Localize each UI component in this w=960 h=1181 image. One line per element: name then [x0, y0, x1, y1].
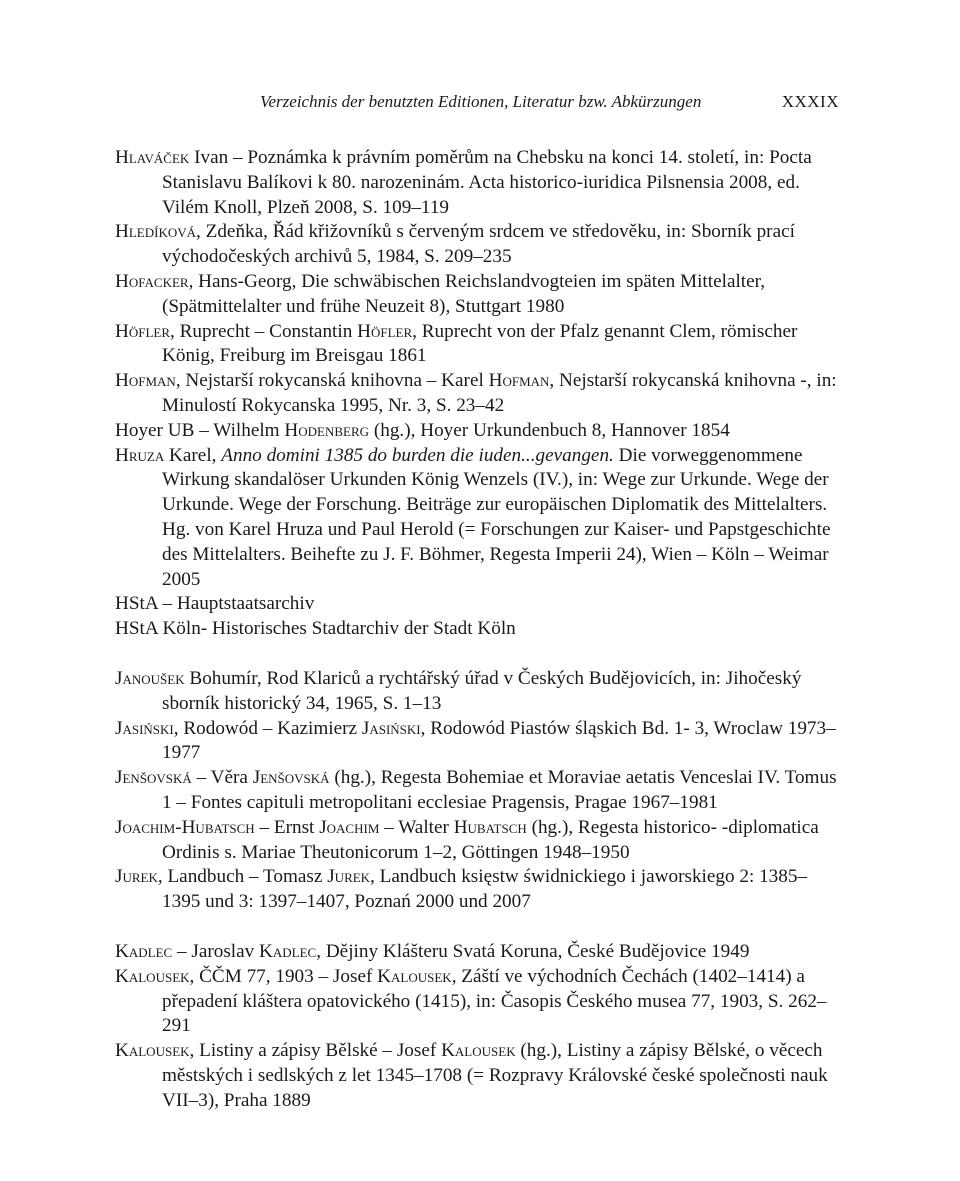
entry-text: , Nejstarší rokycanská knihovna -, in: Minulostí Rokycanska 1995, Nr. 3, S. 23–42: [162, 370, 837, 416]
entry-text: (hg.), Hoyer Urkundenbuch 8, Hannover 1854: [369, 419, 730, 441]
page-number: XXXIX: [781, 92, 839, 111]
entry-text: Die vorweggenommene Wirkung skandalöser Urkunden König Wenzels (IV.), in: Wege zur Urkunde. Wege der Urkunde. Wege der Forschung. Beiträge zur europäischen Diplomatik des Mittelalters. Hg. von Karel Hruza und Paul Herold (= Forschungen zur Kaiser- und Papstgeschichte des Mittelalters. Beihefte zu J. F. Böhmer, Regesta Imperii 24), Wien – Köln – Weimar 2005: [162, 444, 831, 590]
author-name: Jasiński: [115, 717, 174, 739]
entry-text: – Ernst: [254, 816, 320, 838]
author-name: Jurek: [327, 866, 371, 888]
bibliography-entry: [115, 369, 839, 419]
entry-text: – Walter: [379, 816, 454, 838]
author-name: Hruza: [115, 444, 165, 466]
bibliography-entry: [115, 1039, 839, 1113]
bibliography-entry: [115, 146, 839, 220]
bibliography-entry: [115, 444, 839, 593]
author-name: Hofacker: [115, 270, 189, 292]
entry-text: (hg.), Listiny a zápisy Bělské, o věcech městských i sedlských z let 1345–1708 (= Rozpravy Královské české společnosti nauk VII–3), Praha 1889: [162, 1040, 828, 1111]
bibliography-list: [115, 146, 839, 1113]
entry-text: HStA Köln- Historisches Stadtarchiv der Stadt Köln: [115, 618, 516, 640]
author-name: Hofman: [115, 370, 176, 392]
entry-text: Bohumír, Rod Klariců a rychtářský úřad v Českých Budějovicích, in: Jihočeský sborník historický 34, 1965, S. 1–13: [162, 667, 802, 714]
entry-text: , Nejstarší rokycanská knihovna – Karel: [175, 370, 489, 392]
bibliography-entry: [115, 667, 839, 717]
bibliography-entry: [115, 617, 839, 642]
bibliography-entry: [115, 816, 839, 866]
entry-text: , Listiny a zápisy Bělské – Josef: [189, 1040, 442, 1062]
author-name: Kalousek: [115, 965, 190, 987]
author-name: Hubatsch: [453, 816, 527, 838]
author-name: Hlaváček: [115, 147, 190, 168]
author-name: Joachim: [319, 816, 380, 838]
section-gap: [115, 915, 839, 940]
author-name: Kadlec: [259, 940, 317, 962]
entry-text: , Dějiny Klášteru Svatá Koruna, České Budějovice 1949: [316, 940, 750, 962]
author-name: Kalousek: [377, 965, 452, 987]
entry-text: , ČČM 77, 1903 – Josef: [189, 965, 378, 987]
entry-text: (hg.), Regesta historico- -diplomatica Ordinis s. Mariae Theutonicorum 1–2, Göttingen 1948–1950: [162, 816, 819, 863]
bibliography-entry: [115, 592, 839, 617]
entry-text: , Ruprecht von der Pfalz genannt Clem, römischer König, Freiburg im Breisgau 1861: [162, 320, 798, 367]
entry-text: , Landbuch – Tomasz: [157, 866, 328, 888]
section-gap: [115, 642, 839, 667]
bibliography-entry: [115, 865, 839, 915]
bibliography-entry: [115, 717, 839, 767]
bibliography-entry: [115, 965, 839, 1039]
entry-text: , Záští ve východních Čechách (1402–1414) a přepadení kláštera opatovického (1415), in: Časopis Českého musea 77, 1903, S. 262–291: [162, 965, 827, 1037]
entry-text: HStA – Hauptstaatsarchiv: [115, 593, 315, 615]
author-name: Kalousek: [441, 1040, 516, 1062]
page-header: [115, 92, 839, 118]
entry-text: Ivan – Poznámka k právním poměrům na Chebsku na konci 14. století, in: Pocta Stanislavu Balíkovi k 80. narozeninám. Acta historico-iuridica Pilsnensia 2008, ed. Vilém Knoll, Plzeň 2008, S. 109–119: [162, 147, 812, 218]
author-name: Kalousek: [115, 1040, 190, 1062]
entry-text: , Rodowód Piastów śląskich Bd. 1- 3, Wroclaw 1973–1977: [162, 717, 836, 764]
author-name: Jenšovská: [252, 767, 330, 789]
author-name: Hofman: [488, 370, 550, 392]
entry-text: , Rodowód – Kazimierz: [173, 717, 362, 739]
entry-text: , Landbuch księstw świdnickiego i jaworskiego 2: 1385–1395 und 3: 1397–1407, Poznań 2000 und 2007: [162, 866, 808, 913]
entry-text: Karel,: [164, 444, 222, 466]
bibliography-entry: [115, 320, 839, 370]
entry-text: – Jaroslav: [172, 940, 260, 962]
author-name: Janoušek: [115, 667, 185, 689]
entry-text: , Hans-Georg, Die schwäbischen Reichslandvogteien im späten Mittelalter, (Spätmittelalter und frühe Neuzeit 8), Stuttgart 1980: [162, 270, 766, 317]
bibliography-entry: [115, 419, 839, 444]
entry-text: Hoyer UB – Wilhelm: [115, 419, 285, 441]
italic-title: Anno domini 1385 do burden die iuden...gevangen.: [221, 444, 614, 466]
author-name: Höfler: [115, 320, 171, 342]
entry-text: , Zdeňka, Řád křižovníků s červeným srdcem ve středověku, in: Sborník prací východočeských archivů 5, 1984, S. 209–235: [162, 221, 795, 268]
bibliography-entry: [115, 220, 839, 270]
entry-text: (hg.), Regesta Bohemiae et Moraviae aetatis Venceslai IV. Tomus 1 – Fontes capituli metropolitani ecclesiae Pragensis, Pragae 1967–1981: [162, 767, 837, 813]
entry-text: – Věra: [191, 767, 253, 789]
author-name: Kadlec: [115, 940, 173, 962]
bibliography-entry: [115, 270, 839, 320]
author-name: Jenšovská: [115, 767, 192, 789]
bibliography-entry: [115, 766, 839, 816]
bibliography-entry: [115, 940, 839, 965]
author-name: Jasiński: [361, 717, 421, 739]
author-name: Höfler: [357, 320, 413, 342]
author-name: Jurek: [115, 866, 158, 888]
running-title: Verzeichnis der benutzten Editionen, Literatur bzw. Abkürzungen: [260, 92, 702, 111]
author-name: Hodenberg: [284, 419, 370, 441]
entry-text: , Ruprecht – Constantin: [170, 320, 358, 342]
author-name: Hledíková: [115, 221, 197, 243]
author-name: Joachim-Hubatsch: [115, 816, 255, 838]
